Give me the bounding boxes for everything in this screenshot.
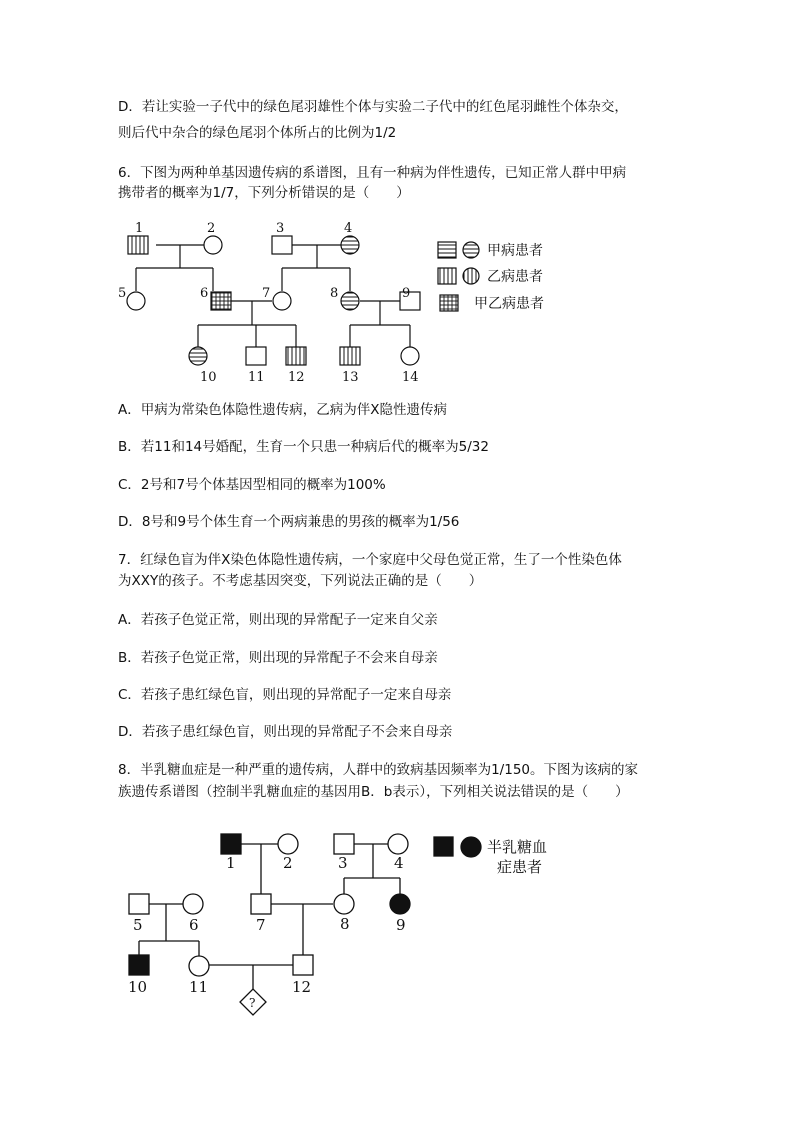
legend-label-line2: 症患者 [497,858,543,876]
q8-stem-line2: 族遗传系谱图（控制半乳糖血症的基因用B．b表示），下列相关说法错误的是（ ） [118,784,629,800]
ped6-individual-8 [341,292,359,310]
ped6-label-5: 5 [118,286,127,301]
q7-option-d: D．若孩子患红绿色盲，则出现的异常配子不会来自母亲 [118,724,453,740]
q7-stem-line2: 为XXY的孩子。不考虑基因突变，下列说法正确的是（ ） [118,573,483,589]
ped6-label-13: 13 [342,370,359,385]
ped8-label-5: 5 [133,916,143,934]
q6-option-c: C．2号和7号个体基因型相同的概率为100% [118,477,386,493]
ped6-individual-14 [401,347,419,365]
legend-label-line1: 半乳糖血 [487,838,548,856]
q6-stem-line1: 6．下图为两种单基因遗传病的系谱图，且有一种病为伴性遗传，已知正常人群中甲病 [118,165,627,181]
legend-yi-square [438,268,456,284]
ped6-individual-2 [204,236,222,254]
ped6-label-14: 14 [402,370,419,385]
q8-stem-line1: 8．半乳糖血症是一种严重的遗传病，人群中的致病基因频率为1/150。下图为该病的家 [118,762,638,778]
ped8-label-8: 8 [340,915,350,933]
ped6-label-4: 4 [344,221,353,236]
q5-option-d-line1: D．若让实验一子代中的绿色尾羽雄性个体与实验二子代中的红色尾羽雌性个体杂交， [118,99,628,115]
ped6-individual-4 [341,236,359,254]
ped6-individual-5 [127,292,145,310]
legend-affected-male [434,837,453,856]
q6-option-d: D．8号和9号个体生育一个两病兼患的男孩的概率为1/56 [118,514,460,530]
ped6-label-2: 2 [207,221,216,236]
ped6-individual-7 [273,292,291,310]
ped8-individual-10 [129,955,149,975]
ped8-individual-8 [334,894,354,914]
ped8-individual-12 [293,955,313,975]
ped8-individual-2 [278,834,298,854]
ped8-label-2: 2 [283,854,293,872]
q5-option-d-line2: 则后代中杂合的绿色尾羽个体所占的比例为1/2 [118,125,397,141]
q7-stem-line1: 7．红绿色盲为伴X染色体隐性遗传病，一个家庭中父母色觉正常，生了一个性染色体 [118,552,622,568]
ped8-individual-9 [390,894,410,914]
legend-yi-label: 乙病患者 [487,269,543,285]
ped6-individual-11 [246,347,266,365]
legend-jiayi-label: 甲乙病患者 [474,296,544,312]
q7-option-b: B．若孩子色觉正常，则出现的异常配子不会来自母亲 [118,650,438,666]
ped6-label-12: 12 [288,370,305,385]
legend-jia-label: 甲病患者 [487,243,543,259]
ped8-label-4: 4 [394,854,404,872]
ped8-individual-3 [334,834,354,854]
legend-affected-female [461,837,481,857]
legend-jiayi-square [440,295,458,311]
ped8-unknown-mark: ? [249,996,256,1010]
ped8-label-10: 10 [128,978,148,996]
ped8-individual-1 [221,834,241,854]
ped6-label-6: 6 [200,286,209,301]
ped8-individual-6 [183,894,203,914]
ped8-label-7: 7 [256,916,266,934]
legend-jia-square [438,242,456,258]
q6-option-b: B．若11和14号婚配，生育一个只患一种病后代的概率为5/32 [118,439,489,455]
ped6-label-10: 10 [200,370,217,385]
ped8-individual-7 [251,894,271,914]
ped8-individual-5 [129,894,149,914]
q7-option-a: A．若孩子色觉正常，则出现的异常配子一定来自父亲 [118,612,438,628]
ped6-individual-12 [286,347,306,365]
ped8-label-11: 11 [189,978,209,996]
ped6-individual-13 [340,347,360,365]
ped6-label-1: 1 [135,221,144,236]
ped8-label-1: 1 [226,854,236,872]
ped6-label-7: 7 [262,286,271,301]
ped8-label-12: 12 [292,978,312,996]
ped6-individual-1 [128,236,148,254]
q6-stem-line2: 携带者的概率为1/7，下列分析错误的是（ ） [118,185,410,201]
q7-option-c: C．若孩子患红绿色盲，则出现的异常配子一定来自母亲 [118,687,452,703]
ped6-individual-6 [211,292,231,310]
ped6-label-3: 3 [276,221,285,236]
ped6-label-9: 9 [402,286,411,301]
ped8-label-9: 9 [396,916,406,934]
q6-option-a: A．甲病为常染色体隐性遗传病，乙病为伴X隐性遗传病 [118,402,447,418]
ped6-individual-3 [272,236,292,254]
legend-yi-circle [463,268,479,284]
ped8-label-6: 6 [189,916,199,934]
legend-jia-circle [463,242,479,258]
ped6-label-11: 11 [248,370,265,385]
ped8-individual-11 [189,956,209,976]
ped6-individual-10 [189,347,207,365]
ped8-label-3: 3 [338,854,348,872]
ped8-individual-4 [388,834,408,854]
q8-pedigree [120,820,600,1025]
q6-pedigree [110,215,570,390]
ped6-label-8: 8 [330,286,339,301]
